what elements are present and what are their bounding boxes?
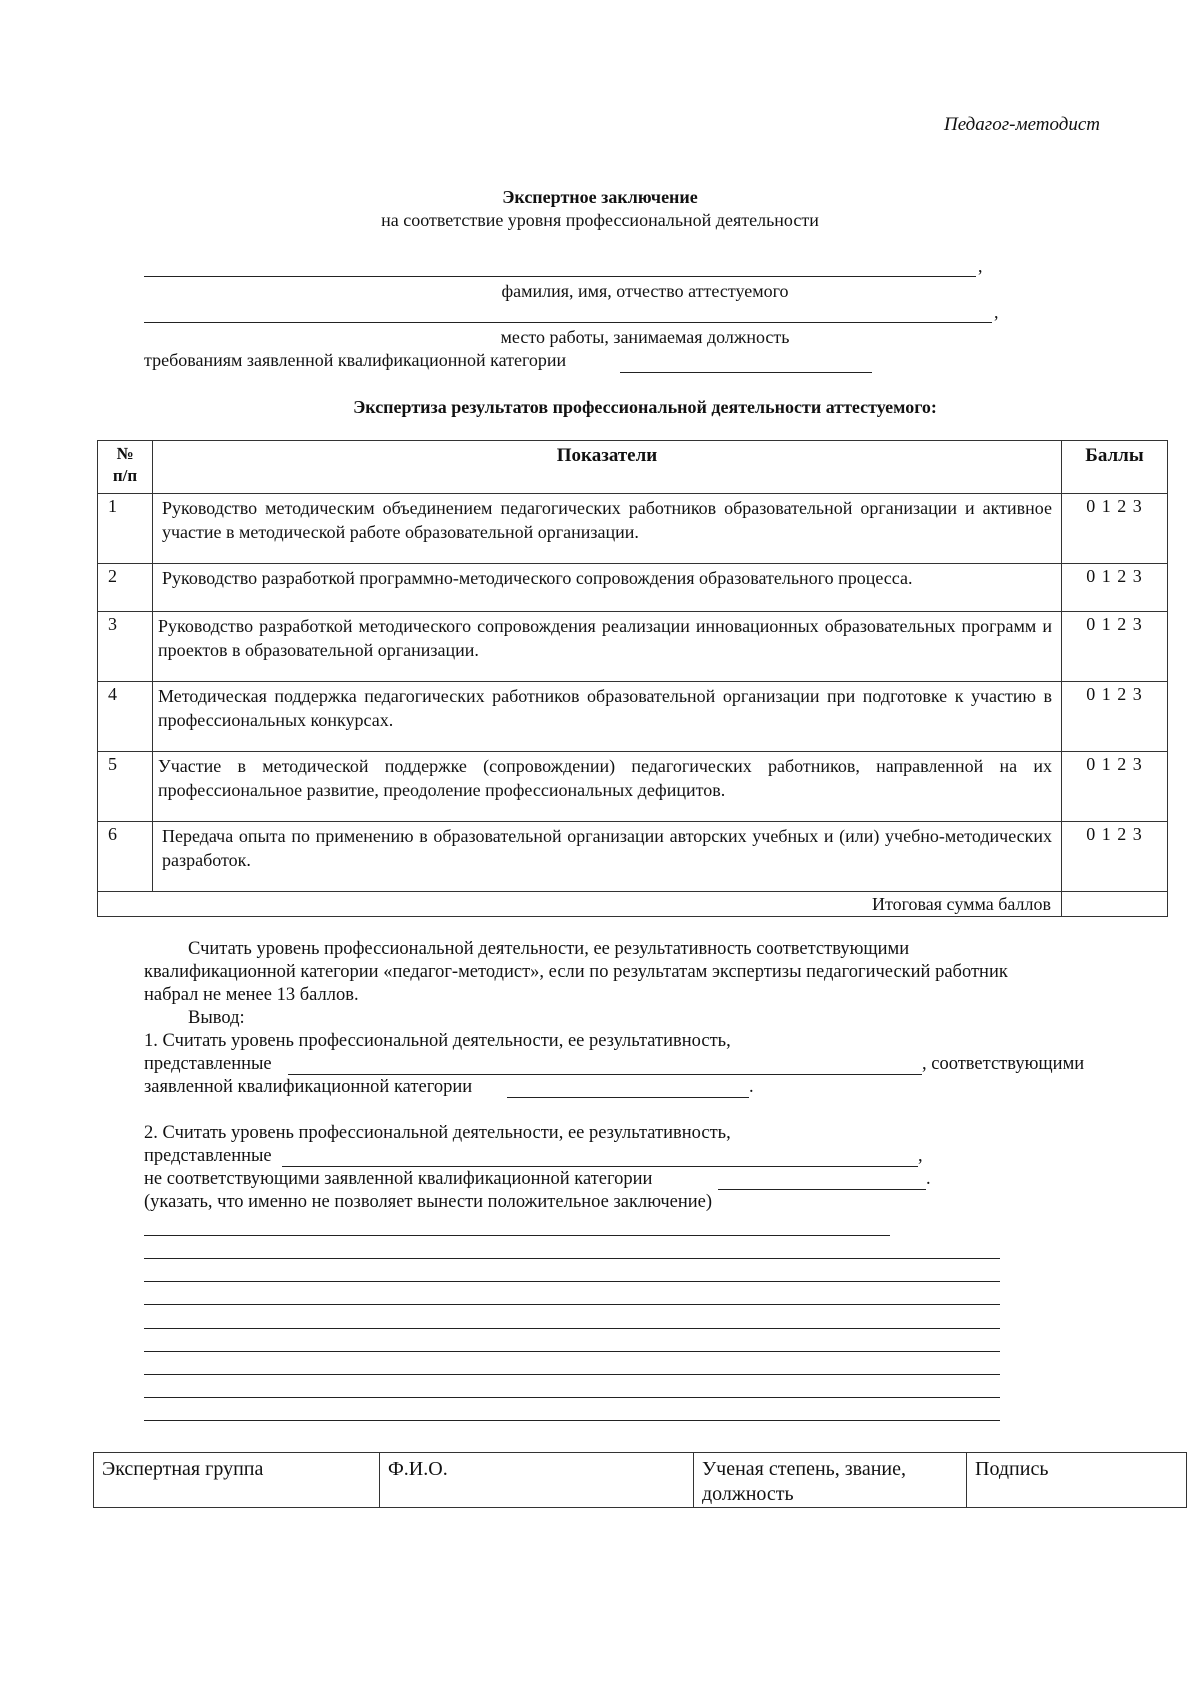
conclusion-1-category-line[interactable] [507, 1097, 749, 1098]
row-number: 6 [98, 822, 153, 892]
row-number: 5 [98, 752, 153, 822]
num-header: № п/п [98, 441, 153, 494]
section-title: Экспертиза результатов профессиональной деятельности аттестуемого: [353, 397, 937, 417]
row-number: 4 [98, 682, 153, 752]
conclusion-2-line-1: 2. Считать уровень профессиональной деятельности, ее результативность, [144, 1123, 731, 1143]
row-points[interactable]: 0 1 2 3 [1062, 682, 1168, 752]
fio-field-line[interactable] [144, 276, 976, 277]
reason-line[interactable] [144, 1351, 1000, 1352]
experts-group-cell: Экспертная группа [94, 1453, 380, 1508]
workplace-field-comma: , [994, 302, 999, 322]
reason-line[interactable] [144, 1374, 1000, 1375]
reason-line[interactable] [144, 1420, 1000, 1421]
conclusion-2-presented: представленные [144, 1146, 272, 1166]
total-label: Итоговая сумма баллов [98, 892, 1062, 917]
workplace-field-caption: место работы, занимаемая должность [500, 327, 790, 347]
row-points[interactable]: 0 1 2 3 [1062, 822, 1168, 892]
conclusion-2-presented-line[interactable] [282, 1166, 918, 1167]
total-row [98, 892, 1168, 917]
criteria-line-3: набрал не менее 13 баллов. [144, 985, 359, 1005]
conclusion-2-category-line[interactable] [718, 1189, 926, 1190]
experts-signature-cell: Подпись [967, 1453, 1187, 1508]
reason-line[interactable] [144, 1304, 1000, 1305]
reason-line[interactable] [144, 1328, 1000, 1329]
table-row [98, 682, 1168, 752]
conclusion-2-note: (указать, что именно не позволяет вынести положительное заключение) [144, 1192, 713, 1212]
conclusion-2-end: . [926, 1169, 931, 1189]
table-row [98, 564, 1168, 612]
conclusion-2-category-label: не соответствующими заявленной квалификационной категории [144, 1169, 653, 1189]
row-indicator: Передача опыта по применению в образовательной организации авторских учебных и (или) учебно-методических разработок. [153, 822, 1062, 892]
criteria-line-2: квалификационной категории «педагог-методист», если по результатам экспертизы педагогический работник [144, 962, 1008, 982]
reason-line[interactable] [144, 1235, 890, 1236]
role-label: Педагог-методист [944, 114, 1100, 135]
fio-field-comma: , [978, 256, 983, 276]
row-points[interactable]: 0 1 2 3 [1062, 494, 1168, 564]
reason-line[interactable] [144, 1397, 1000, 1398]
conclusion-label: Вывод: [188, 1008, 245, 1028]
conclusion-1-line-1: 1. Считать уровень профессиональной деятельности, ее результативность, [144, 1031, 731, 1051]
row-points[interactable]: 0 1 2 3 [1062, 564, 1168, 612]
row-number: 3 [98, 612, 153, 682]
experts-fio-cell: Ф.И.О. [380, 1453, 694, 1508]
conclusion-1-end: . [749, 1077, 754, 1097]
total-value-cell[interactable] [1062, 892, 1168, 917]
row-points[interactable]: 0 1 2 3 [1062, 752, 1168, 822]
points-header: Баллы [1062, 441, 1168, 494]
table-header-row [98, 441, 1168, 494]
requirement-label: требованиям заявленной квалификационной категории [144, 350, 567, 370]
table-row [98, 822, 1168, 892]
criteria-line-1: Считать уровень профессиональной деятельности, ее результативность соответствующими [188, 939, 910, 959]
reason-line[interactable] [144, 1258, 1000, 1259]
row-number: 1 [98, 494, 153, 564]
conclusion-2-comma: , [918, 1146, 923, 1166]
fio-field-caption: фамилия, имя, отчество аттестуемого [501, 281, 789, 301]
conclusion-1-presented: представленные [144, 1054, 272, 1074]
document-subtitle: на соответствие уровня профессиональной деятельности [381, 210, 819, 230]
document-title: Экспертное заключение [502, 187, 698, 207]
workplace-field-line[interactable] [144, 322, 992, 323]
row-indicator: Руководство разработкой методического сопровождения реализации инновационных образовательных программ и проектов в образовательной организации. [153, 612, 1062, 682]
row-indicator: Участие в методической поддержке (сопровождении) педагогических работников, направленной на их профессиональное развитие, преодоление профессиональных дефицитов. [153, 752, 1062, 822]
table-row [98, 752, 1168, 822]
row-indicator: Методическая поддержка педагогических работников образовательной организации при подготовке к участию в профессиональных конкурсах. [153, 682, 1062, 752]
row-number: 2 [98, 564, 153, 612]
conclusion-1-category-label: заявленной квалификационной категории [144, 1077, 473, 1097]
row-indicator: Руководство разработкой программно-методического сопровождения образовательного процесса. [153, 564, 1062, 612]
category-field-line[interactable] [620, 372, 872, 373]
reason-line[interactable] [144, 1281, 1000, 1282]
experts-header-row [94, 1453, 1187, 1508]
conclusion-1-suffix: , соответствующими [922, 1054, 1085, 1074]
table-row [98, 612, 1168, 682]
indicators-header: Показатели [153, 441, 1062, 494]
experts-table [93, 1452, 1187, 1508]
conclusion-1-presented-line[interactable] [288, 1074, 922, 1075]
row-indicator: Руководство методическим объединением педагогических работников образовательной организации и активное участие в методической работе образовательной организации. [153, 494, 1062, 564]
table-row [98, 494, 1168, 564]
indicators-table [97, 440, 1168, 917]
experts-degree-cell: Ученая степень, звание, должность [694, 1453, 967, 1508]
row-points[interactable]: 0 1 2 3 [1062, 612, 1168, 682]
